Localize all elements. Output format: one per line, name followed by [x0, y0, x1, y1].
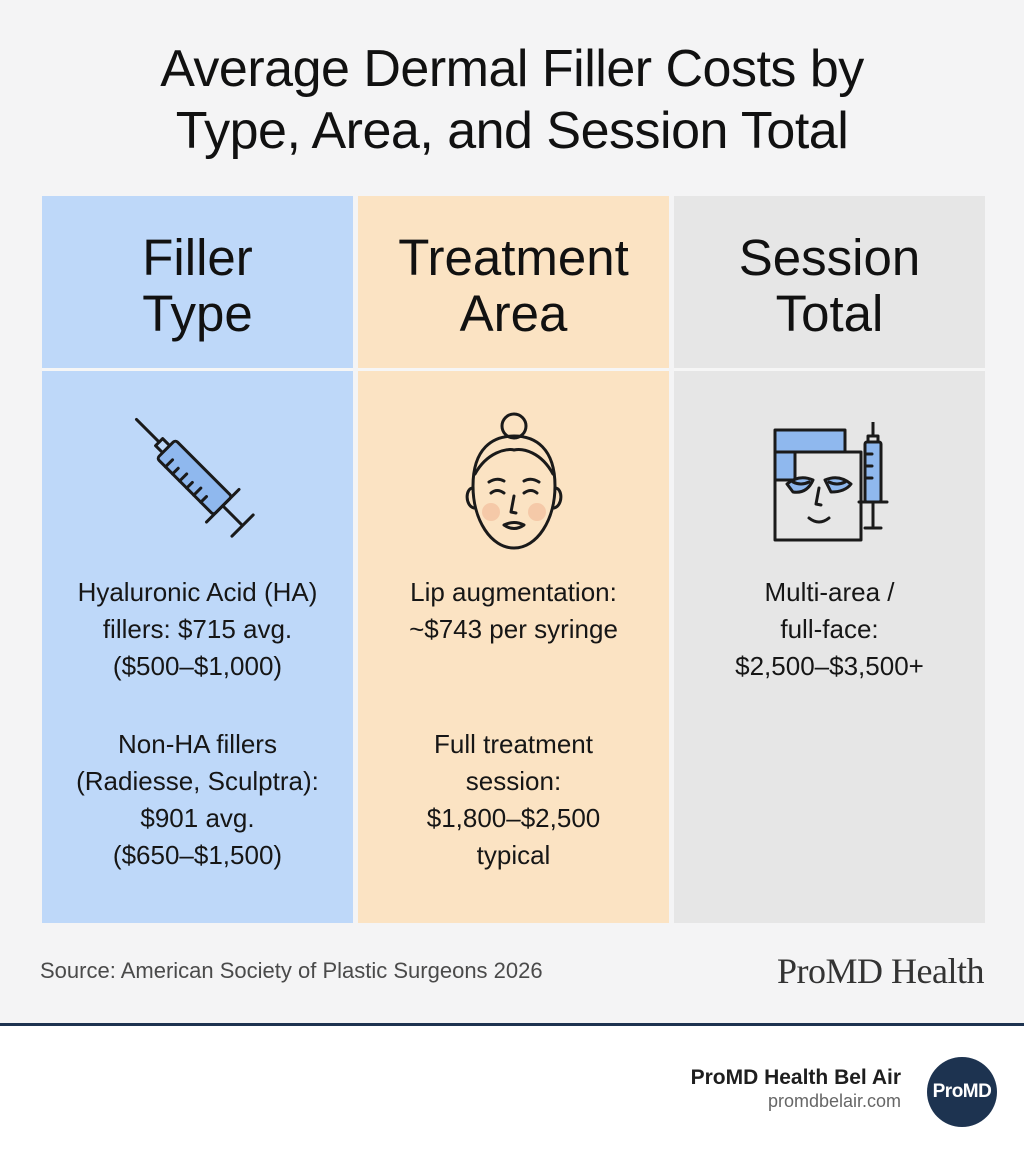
brand-wordmark: ProMD Health: [777, 951, 984, 991]
cost-table: [42, 196, 985, 923]
column-treatment-area: [358, 196, 669, 923]
column-heading: Session Total: [738, 229, 921, 342]
ha-fillers-text: Hyaluronic Acid (HA) fillers: $715 avg. ($500–$1,000): [77, 577, 318, 681]
title-line-1: Average Dermal Filler Costs by: [160, 40, 864, 98]
promd-logo: ProMD: [927, 1057, 997, 1127]
full-treatment-text: Full treatment session: $1,800–$2,500 typical: [426, 729, 601, 870]
multi-area-text: Multi-area / full-face: $2,500–$3,500+: [735, 577, 924, 681]
footer-url[interactable]: promdbelair.com: [767, 1091, 901, 1111]
title-line-2: Type, Area, and Session Total: [175, 102, 849, 160]
full-face-treatment-icon: [674, 402, 985, 562]
syringe-icon: [42, 402, 353, 562]
face-icon: [358, 402, 669, 562]
non-ha-fillers-text: Non-HA fillers (Radiesse, Sculptra): $901 avg. ($650–$1,500): [76, 729, 319, 870]
footer: [0, 1026, 1024, 1154]
header-separator: [358, 368, 669, 371]
lip-augmentation-text: Lip augmentation: ~$743 per syringe: [409, 577, 618, 644]
header-separator: [42, 368, 353, 371]
column-session-total: [674, 196, 985, 923]
column-filler-type: [42, 196, 353, 923]
column-heading: Treatment Area: [398, 229, 629, 342]
footer-clinic-name: ProMD Health Bel Air: [690, 1066, 901, 1089]
column-heading: Filler Type: [142, 229, 253, 342]
source-note: Source: American Society of Plastic Surgeons 2026: [40, 958, 543, 983]
header-separator: [674, 368, 985, 371]
page-title: [0, 38, 1024, 162]
